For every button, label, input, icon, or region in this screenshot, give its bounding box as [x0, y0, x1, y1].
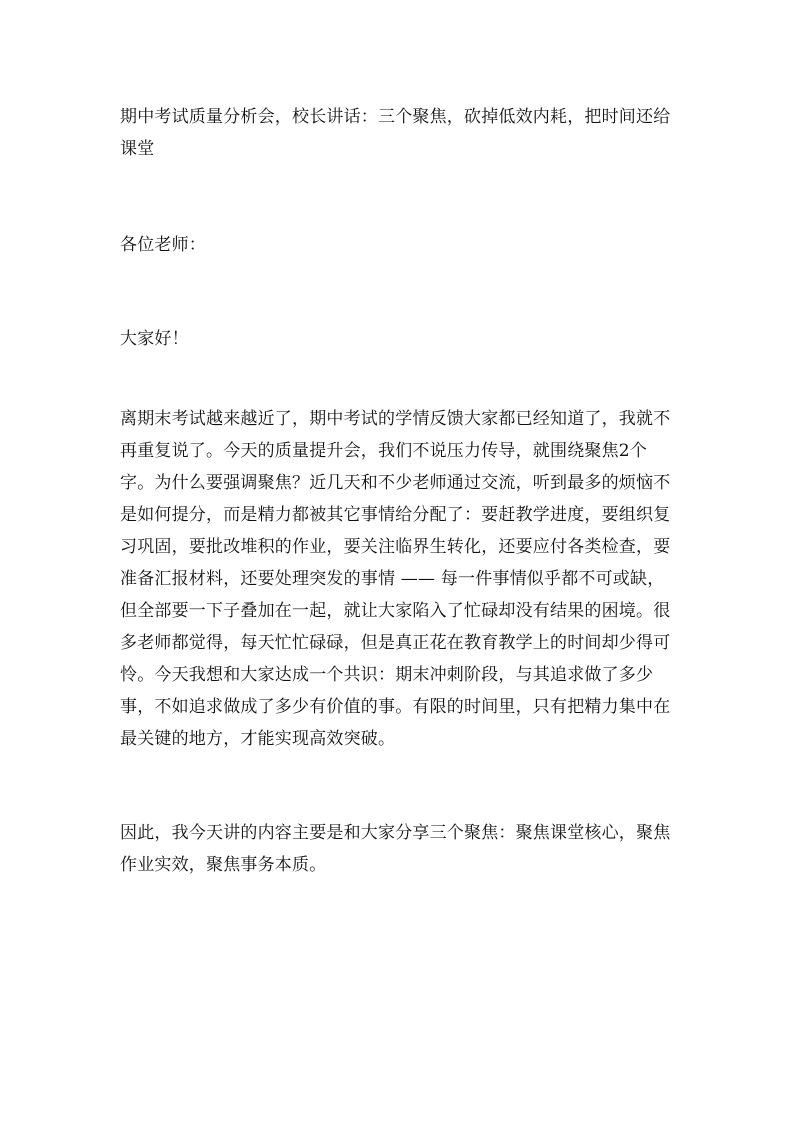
document-page — [120, 101, 680, 881]
greeting: 大家好！ — [120, 329, 189, 349]
body-paragraph: 离期末考试越来越近了，期中考试的学情反馈大家都已经知道了，我就不再重复说了。今天的质量提升会，我们不说压力传导，就围绕聚焦2个字。为什么要强调聚焦？近几天和不少老师通过交流，听到最多的烦恼不是如何提分，而是精力都被其它事情给分配了：要赶教学进度，要组织复习巩固，要批改堆积的作业，要关注临界生转化，还要应付各类检查，要准备汇报材料，还要处理突发的事情 —— 每一件事情似乎都不可或缺，但全部要一下子叠加在一起，就让大家陷入了忙碌却没有结果的困境。很多老师都觉得，每天忙忙碌碌，但是真正花在教育教学上的时间却少得可怜。今天我想和大家达成一个共识：期末冲刺阶段，与其追求做了多少事，不如追求做成了多少有价值的事。有限的时间里，只有把精力集中在最关键的地方，才能实现高效突破。 — [120, 409, 671, 749]
document-title: 期中考试质量分析会，校长讲话：三个聚焦，砍掉低效内耗，把时间还给课堂 — [120, 107, 671, 159]
body-paragraph: 因此，我今天讲的内容主要是和大家分享三个聚焦：聚焦课堂核心，聚焦作业实效，聚焦事务本质。 — [120, 823, 671, 875]
salutation: 各位老师： — [120, 235, 206, 255]
